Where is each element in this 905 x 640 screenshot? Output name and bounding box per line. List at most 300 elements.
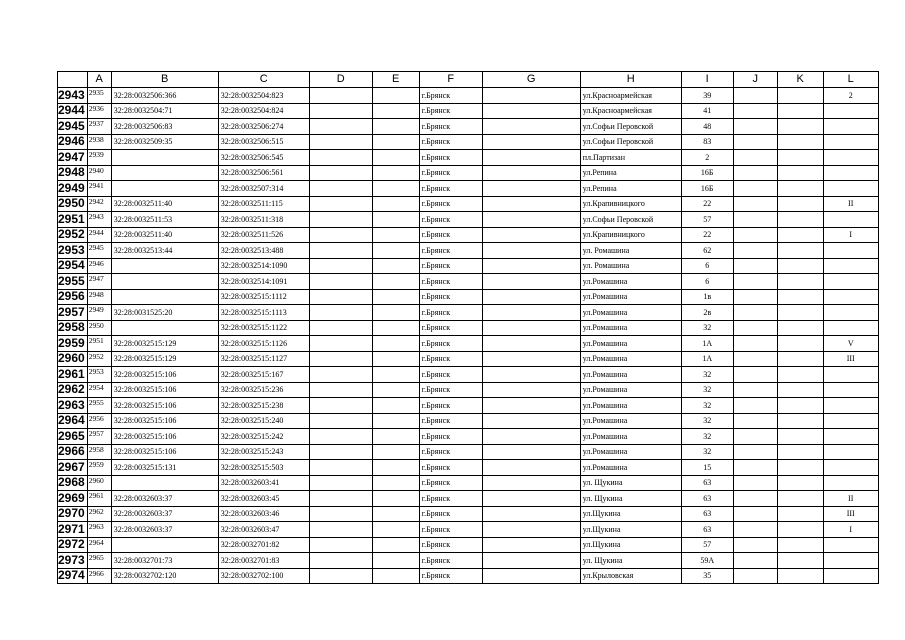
cell-a[interactable]: 2964 (87, 537, 111, 553)
cell-j[interactable] (733, 413, 777, 429)
cell-h[interactable]: ул.Ромашина (580, 398, 681, 414)
cell-h[interactable]: ул.Щукина (580, 506, 681, 522)
cell-d[interactable] (309, 568, 372, 584)
cell-h[interactable]: ул.Репина (580, 181, 681, 197)
cell-l[interactable]: 2 (823, 88, 878, 104)
cell-c[interactable]: 32:28:0032515:240 (218, 413, 309, 429)
cell-l[interactable] (823, 243, 878, 259)
cell-d[interactable] (309, 274, 372, 290)
cell-a[interactable]: 2963 (87, 522, 111, 538)
cell-c[interactable]: 32:28:0032515:1122 (218, 320, 309, 336)
cell-k[interactable] (777, 553, 823, 569)
cell-g[interactable] (482, 351, 580, 367)
cell-i[interactable]: 32 (681, 367, 733, 383)
cell-e[interactable] (372, 522, 419, 538)
cell-k[interactable] (777, 398, 823, 414)
cell-l[interactable]: II (823, 196, 878, 212)
row-number[interactable]: 2953 (58, 243, 88, 259)
cell-c[interactable]: 32:28:0032515:503 (218, 460, 309, 476)
cell-d[interactable] (309, 305, 372, 321)
cell-k[interactable] (777, 119, 823, 135)
cell-k[interactable] (777, 258, 823, 274)
cell-j[interactable] (733, 351, 777, 367)
cell-j[interactable] (733, 382, 777, 398)
cell-d[interactable] (309, 429, 372, 445)
cell-i[interactable]: 63 (681, 491, 733, 507)
cell-c[interactable]: 32:28:0032507:314 (218, 181, 309, 197)
cell-b[interactable]: 32:28:0032511:40 (111, 196, 218, 212)
cell-l[interactable] (823, 134, 878, 150)
cell-g[interactable] (482, 289, 580, 305)
cell-g[interactable] (482, 320, 580, 336)
cell-l[interactable] (823, 119, 878, 135)
cell-e[interactable] (372, 413, 419, 429)
cell-b[interactable]: 32:28:0032506:366 (111, 88, 218, 104)
cell-k[interactable] (777, 320, 823, 336)
row-number[interactable]: 2951 (58, 212, 88, 228)
cell-k[interactable] (777, 491, 823, 507)
cell-b[interactable]: 32:28:0031525:20 (111, 305, 218, 321)
cell-i[interactable]: 57 (681, 212, 733, 228)
cell-i[interactable]: 1в (681, 289, 733, 305)
cell-f[interactable]: г.Брянск (419, 227, 482, 243)
cell-l[interactable]: III (823, 351, 878, 367)
cell-g[interactable] (482, 413, 580, 429)
cell-k[interactable] (777, 568, 823, 584)
cell-k[interactable] (777, 165, 823, 181)
cell-b[interactable] (111, 150, 218, 166)
cell-f[interactable]: г.Брянск (419, 537, 482, 553)
cell-a[interactable]: 2945 (87, 243, 111, 259)
cell-e[interactable] (372, 134, 419, 150)
cell-d[interactable] (309, 553, 372, 569)
cell-l[interactable] (823, 305, 878, 321)
row-number[interactable]: 2945 (58, 119, 88, 135)
cell-g[interactable] (482, 274, 580, 290)
cell-a[interactable]: 2959 (87, 460, 111, 476)
cell-j[interactable] (733, 227, 777, 243)
cell-k[interactable] (777, 196, 823, 212)
cell-j[interactable] (733, 367, 777, 383)
cell-j[interactable] (733, 460, 777, 476)
cell-a[interactable]: 2946 (87, 258, 111, 274)
row-number[interactable]: 2974 (58, 568, 88, 584)
cell-d[interactable] (309, 134, 372, 150)
cell-j[interactable] (733, 243, 777, 259)
cell-e[interactable] (372, 227, 419, 243)
cell-d[interactable] (309, 367, 372, 383)
cell-g[interactable] (482, 429, 580, 445)
cell-h[interactable]: ул.Крапивницкого (580, 227, 681, 243)
cell-e[interactable] (372, 475, 419, 491)
cell-e[interactable] (372, 103, 419, 119)
cell-i[interactable]: 22 (681, 227, 733, 243)
cell-i[interactable]: 22 (681, 196, 733, 212)
cell-l[interactable] (823, 103, 878, 119)
row-number[interactable]: 2966 (58, 444, 88, 460)
cell-j[interactable] (733, 429, 777, 445)
cell-f[interactable]: г.Брянск (419, 243, 482, 259)
row-number[interactable]: 2958 (58, 320, 88, 336)
cell-i[interactable]: 2 (681, 150, 733, 166)
cell-l[interactable] (823, 289, 878, 305)
cell-c[interactable]: 32:28:0032515:1127 (218, 351, 309, 367)
cell-d[interactable] (309, 522, 372, 538)
cell-c[interactable]: 32:28:0032515:243 (218, 444, 309, 460)
cell-c[interactable]: 32:28:0032603:41 (218, 475, 309, 491)
cell-d[interactable] (309, 336, 372, 352)
cell-k[interactable] (777, 212, 823, 228)
cell-f[interactable]: г.Брянск (419, 413, 482, 429)
row-number[interactable]: 2963 (58, 398, 88, 414)
cell-h[interactable]: ул.Софьи Перовской (580, 119, 681, 135)
cell-l[interactable] (823, 398, 878, 414)
cell-g[interactable] (482, 444, 580, 460)
cell-f[interactable]: г.Брянск (419, 119, 482, 135)
column-header-b[interactable]: B (111, 72, 218, 88)
row-number[interactable]: 2973 (58, 553, 88, 569)
cell-e[interactable] (372, 165, 419, 181)
row-number[interactable]: 2970 (58, 506, 88, 522)
cell-e[interactable] (372, 212, 419, 228)
cell-k[interactable] (777, 274, 823, 290)
cell-g[interactable] (482, 537, 580, 553)
row-number[interactable]: 2965 (58, 429, 88, 445)
cell-h[interactable]: ул.Ромашина (580, 320, 681, 336)
row-number[interactable]: 2968 (58, 475, 88, 491)
cell-d[interactable] (309, 320, 372, 336)
cell-j[interactable] (733, 134, 777, 150)
column-header-h[interactable]: H (580, 72, 681, 88)
column-header-k[interactable]: K (777, 72, 823, 88)
cell-g[interactable] (482, 88, 580, 104)
cell-a[interactable]: 2954 (87, 382, 111, 398)
cell-b[interactable]: 32:28:0032702:120 (111, 568, 218, 584)
cell-a[interactable]: 2960 (87, 475, 111, 491)
cell-e[interactable] (372, 398, 419, 414)
row-number[interactable]: 2947 (58, 150, 88, 166)
cell-l[interactable] (823, 537, 878, 553)
cell-c[interactable]: 32:28:0032515:238 (218, 398, 309, 414)
cell-i[interactable]: 63 (681, 506, 733, 522)
cell-e[interactable] (372, 367, 419, 383)
cell-a[interactable]: 2957 (87, 429, 111, 445)
cell-c[interactable]: 32:28:0032511:318 (218, 212, 309, 228)
cell-d[interactable] (309, 165, 372, 181)
cell-j[interactable] (733, 444, 777, 460)
cell-b[interactable]: 32:28:0032515:106 (111, 444, 218, 460)
cell-f[interactable]: г.Брянск (419, 289, 482, 305)
cell-k[interactable] (777, 150, 823, 166)
cell-k[interactable] (777, 367, 823, 383)
cell-b[interactable]: 32:28:0032506:83 (111, 119, 218, 135)
cell-h[interactable]: ул.Ромашина (580, 351, 681, 367)
row-number[interactable]: 2946 (58, 134, 88, 150)
cell-a[interactable]: 2949 (87, 305, 111, 321)
cell-d[interactable] (309, 475, 372, 491)
cell-g[interactable] (482, 491, 580, 507)
row-number[interactable]: 2955 (58, 274, 88, 290)
cell-k[interactable] (777, 429, 823, 445)
cell-f[interactable]: г.Брянск (419, 429, 482, 445)
cell-b[interactable]: 32:28:0032515:129 (111, 336, 218, 352)
cell-h[interactable]: ул. Щукина (580, 475, 681, 491)
cell-e[interactable] (372, 460, 419, 476)
cell-d[interactable] (309, 88, 372, 104)
cell-a[interactable]: 2935 (87, 88, 111, 104)
cell-f[interactable]: г.Брянск (419, 460, 482, 476)
cell-g[interactable] (482, 243, 580, 259)
cell-g[interactable] (482, 398, 580, 414)
cell-f[interactable]: г.Брянск (419, 165, 482, 181)
cell-l[interactable] (823, 181, 878, 197)
row-number[interactable]: 2956 (58, 289, 88, 305)
row-number[interactable]: 2960 (58, 351, 88, 367)
cell-g[interactable] (482, 460, 580, 476)
cell-e[interactable] (372, 243, 419, 259)
cell-i[interactable]: 15 (681, 460, 733, 476)
cell-h[interactable]: ул.Ромашина (580, 336, 681, 352)
cell-c[interactable]: 32:28:0032603:47 (218, 522, 309, 538)
row-number[interactable]: 2962 (58, 382, 88, 398)
cell-i[interactable]: 63 (681, 522, 733, 538)
row-number[interactable]: 2944 (58, 103, 88, 119)
cell-b[interactable]: 32:28:0032513:44 (111, 243, 218, 259)
cell-i[interactable]: 32 (681, 444, 733, 460)
cell-j[interactable] (733, 522, 777, 538)
cell-i[interactable]: 16Б (681, 165, 733, 181)
cell-b[interactable] (111, 475, 218, 491)
cell-h[interactable]: ул. Щукина (580, 491, 681, 507)
cell-d[interactable] (309, 444, 372, 460)
cell-i[interactable]: 32 (681, 320, 733, 336)
cell-f[interactable]: г.Брянск (419, 150, 482, 166)
cell-h[interactable]: ул.Ромашина (580, 289, 681, 305)
cell-f[interactable]: г.Брянск (419, 475, 482, 491)
cell-a[interactable]: 2958 (87, 444, 111, 460)
cell-e[interactable] (372, 336, 419, 352)
cell-g[interactable] (482, 212, 580, 228)
cell-h[interactable]: ул. Ромашина (580, 243, 681, 259)
cell-j[interactable] (733, 289, 777, 305)
cell-b[interactable]: 32:28:0032511:53 (111, 212, 218, 228)
row-number[interactable]: 2967 (58, 460, 88, 476)
cell-i[interactable]: 62 (681, 243, 733, 259)
cell-b[interactable]: 32:28:0032515:129 (111, 351, 218, 367)
corner-cell[interactable] (58, 72, 88, 88)
cell-b[interactable]: 32:28:0032515:106 (111, 413, 218, 429)
cell-k[interactable] (777, 134, 823, 150)
cell-c[interactable]: 32:28:0032504:823 (218, 88, 309, 104)
cell-j[interactable] (733, 119, 777, 135)
cell-g[interactable] (482, 336, 580, 352)
cell-e[interactable] (372, 289, 419, 305)
cell-l[interactable]: V (823, 336, 878, 352)
cell-d[interactable] (309, 382, 372, 398)
cell-a[interactable]: 2962 (87, 506, 111, 522)
cell-e[interactable] (372, 119, 419, 135)
cell-e[interactable] (372, 382, 419, 398)
cell-g[interactable] (482, 382, 580, 398)
cell-f[interactable]: г.Брянск (419, 274, 482, 290)
cell-b[interactable]: 32:28:0032511:40 (111, 227, 218, 243)
column-header-j[interactable]: J (733, 72, 777, 88)
cell-c[interactable]: 32:28:0032603:46 (218, 506, 309, 522)
cell-c[interactable]: 32:28:0032515:1113 (218, 305, 309, 321)
cell-k[interactable] (777, 506, 823, 522)
column-header-c[interactable]: C (218, 72, 309, 88)
cell-g[interactable] (482, 227, 580, 243)
cell-l[interactable]: II (823, 491, 878, 507)
cell-g[interactable] (482, 258, 580, 274)
cell-l[interactable] (823, 568, 878, 584)
cell-d[interactable] (309, 537, 372, 553)
cell-l[interactable] (823, 444, 878, 460)
cell-b[interactable] (111, 165, 218, 181)
cell-k[interactable] (777, 413, 823, 429)
cell-h[interactable]: ул.Софьи Перовской (580, 134, 681, 150)
cell-d[interactable] (309, 289, 372, 305)
cell-f[interactable]: г.Брянск (419, 568, 482, 584)
cell-a[interactable]: 2950 (87, 320, 111, 336)
cell-l[interactable] (823, 413, 878, 429)
cell-c[interactable]: 32:28:0032514:1091 (218, 274, 309, 290)
cell-c[interactable]: 32:28:0032506:274 (218, 119, 309, 135)
cell-f[interactable]: г.Брянск (419, 103, 482, 119)
cell-a[interactable]: 2948 (87, 289, 111, 305)
cell-h[interactable]: ул.Ромашина (580, 429, 681, 445)
cell-l[interactable] (823, 367, 878, 383)
cell-b[interactable]: 32:28:0032504:71 (111, 103, 218, 119)
cell-f[interactable]: г.Брянск (419, 522, 482, 538)
cell-e[interactable] (372, 429, 419, 445)
cell-b[interactable]: 32:28:0032515:106 (111, 429, 218, 445)
cell-a[interactable]: 2943 (87, 212, 111, 228)
cell-f[interactable]: г.Брянск (419, 320, 482, 336)
cell-f[interactable]: г.Брянск (419, 398, 482, 414)
cell-h[interactable]: ул.Ромашина (580, 367, 681, 383)
column-header-l[interactable]: L (823, 72, 878, 88)
cell-c[interactable]: 32:28:0032515:167 (218, 367, 309, 383)
cell-g[interactable] (482, 134, 580, 150)
cell-d[interactable] (309, 398, 372, 414)
cell-i[interactable]: 6 (681, 274, 733, 290)
cell-j[interactable] (733, 475, 777, 491)
cell-c[interactable]: 32:28:0032506:561 (218, 165, 309, 181)
cell-l[interactable] (823, 165, 878, 181)
cell-e[interactable] (372, 553, 419, 569)
cell-b[interactable]: 32:28:0032509:35 (111, 134, 218, 150)
cell-f[interactable]: г.Брянск (419, 336, 482, 352)
cell-e[interactable] (372, 196, 419, 212)
cell-c[interactable]: 32:28:0032702:100 (218, 568, 309, 584)
cell-i[interactable]: 2в (681, 305, 733, 321)
cell-h[interactable]: ул. Щукина (580, 553, 681, 569)
cell-e[interactable] (372, 506, 419, 522)
cell-i[interactable]: 1А (681, 336, 733, 352)
cell-d[interactable] (309, 243, 372, 259)
cell-h[interactable]: ул.Ромашина (580, 444, 681, 460)
cell-g[interactable] (482, 181, 580, 197)
cell-d[interactable] (309, 103, 372, 119)
cell-h[interactable]: пл.Партизан (580, 150, 681, 166)
cell-k[interactable] (777, 460, 823, 476)
cell-b[interactable] (111, 289, 218, 305)
cell-a[interactable]: 2955 (87, 398, 111, 414)
cell-a[interactable]: 2947 (87, 274, 111, 290)
row-number[interactable]: 2949 (58, 181, 88, 197)
row-number[interactable]: 2943 (58, 88, 88, 104)
cell-k[interactable] (777, 305, 823, 321)
cell-g[interactable] (482, 103, 580, 119)
cell-k[interactable] (777, 243, 823, 259)
row-number[interactable]: 2952 (58, 227, 88, 243)
cell-c[interactable]: 32:28:0032515:236 (218, 382, 309, 398)
cell-h[interactable]: ул.Красноармейская (580, 88, 681, 104)
cell-a[interactable]: 2938 (87, 134, 111, 150)
cell-c[interactable]: 32:28:0032511:526 (218, 227, 309, 243)
cell-i[interactable]: 41 (681, 103, 733, 119)
cell-b[interactable]: 32:28:0032515:106 (111, 398, 218, 414)
cell-k[interactable] (777, 88, 823, 104)
column-header-e[interactable]: E (372, 72, 419, 88)
cell-b[interactable] (111, 274, 218, 290)
cell-j[interactable] (733, 537, 777, 553)
cell-d[interactable] (309, 150, 372, 166)
cell-j[interactable] (733, 212, 777, 228)
cell-a[interactable]: 2966 (87, 568, 111, 584)
cell-e[interactable] (372, 274, 419, 290)
cell-a[interactable]: 2961 (87, 491, 111, 507)
cell-j[interactable] (733, 165, 777, 181)
cell-i[interactable]: 83 (681, 134, 733, 150)
cell-d[interactable] (309, 491, 372, 507)
cell-k[interactable] (777, 351, 823, 367)
cell-c[interactable]: 32:28:0032701:83 (218, 553, 309, 569)
column-header-d[interactable]: D (309, 72, 372, 88)
cell-h[interactable]: ул.Ромашина (580, 382, 681, 398)
cell-d[interactable] (309, 413, 372, 429)
cell-b[interactable]: 32:28:0032603:37 (111, 522, 218, 538)
cell-b[interactable]: 32:28:0032701:73 (111, 553, 218, 569)
cell-g[interactable] (482, 150, 580, 166)
cell-c[interactable]: 32:28:0032515:242 (218, 429, 309, 445)
cell-c[interactable]: 32:28:0032513:488 (218, 243, 309, 259)
cell-j[interactable] (733, 553, 777, 569)
cell-f[interactable]: г.Брянск (419, 212, 482, 228)
cell-k[interactable] (777, 227, 823, 243)
cell-a[interactable]: 2952 (87, 351, 111, 367)
cell-h[interactable]: ул. Ромашина (580, 258, 681, 274)
cell-j[interactable] (733, 336, 777, 352)
cell-l[interactable] (823, 258, 878, 274)
cell-i[interactable]: 35 (681, 568, 733, 584)
cell-d[interactable] (309, 181, 372, 197)
cell-f[interactable]: г.Брянск (419, 88, 482, 104)
cell-j[interactable] (733, 320, 777, 336)
row-number[interactable]: 2972 (58, 537, 88, 553)
cell-d[interactable] (309, 258, 372, 274)
cell-b[interactable] (111, 537, 218, 553)
row-number[interactable]: 2971 (58, 522, 88, 538)
cell-e[interactable] (372, 537, 419, 553)
cell-f[interactable]: г.Брянск (419, 305, 482, 321)
cell-e[interactable] (372, 88, 419, 104)
cell-h[interactable]: ул.Щукина (580, 522, 681, 538)
cell-i[interactable]: 48 (681, 119, 733, 135)
cell-h[interactable]: ул.Крапивницкого (580, 196, 681, 212)
cell-k[interactable] (777, 537, 823, 553)
